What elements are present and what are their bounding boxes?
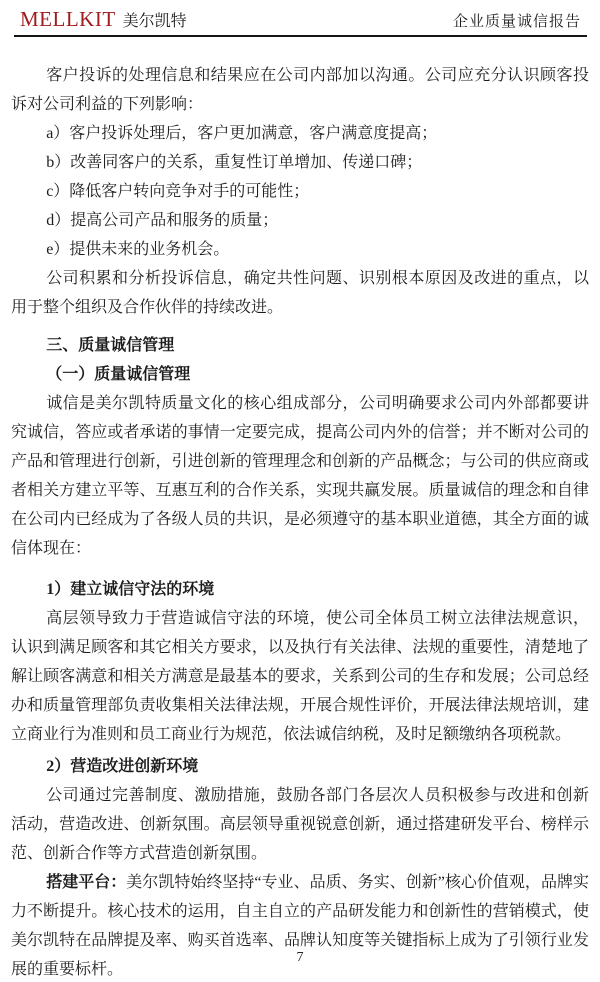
brand-name-cn: 美尔凯特 <box>122 13 187 30</box>
page-header <box>14 7 587 37</box>
subsection-heading: （一）质量诚信管理 <box>46 366 191 383</box>
page-number: 7 <box>296 950 304 965</box>
sub2-paragraph: 公司通过完善制度、激励措施，鼓励各部门各层次人员积极参与改进和创新活动，营造改进、创新氛围。高层领导重视锐意创新，通过搭建研发平台、榜样示范、创新合作等方式营造创新氛围。 <box>11 787 589 862</box>
section-heading: 三、质量诚信管理 <box>46 337 175 354</box>
summary-paragraph: 公司积累和分析投诉信息，确定共性问题、识别根本原因及改进的重点，以用于整个组织及合作伙伴的持续改进。 <box>11 270 589 316</box>
complaint-effect-item-c: c）降低客户转向竞争对手的可能性； <box>46 183 310 200</box>
integrity-paragraph: 诚信是美尔凯特质量文化的核心组成部分，公司明确要求公司内外部都要讲究诚信，答应或者承诺的事情一定要完成，提高公司内外的信誉；并不断对公司的产品和管理进行创新，引进创新的管理理念和创新的产品概念；与公司的供应商或者相关方建立平等、互惠互利的合作关系，实现共赢发展。质量诚信的理念和自律在公司内已经成为了各级人员的共识，是必须遵守的基本职业道德，其全方面的诚信体现在： <box>11 395 589 557</box>
sub1-paragraph: 高层领导致力于营造诚信守法的环境，使公司全体员工树立法律法规意识，认识到满足顾客和其它相关方要求，以及执行有关法律、法规的重要性，清楚地了解让顾客满意和相关方满意是最基本的要求，关系到公司的生存和发展；公司总经办和质量管理部负责收集相关法律法规，开展合规性评价，开展法律法规培训，建立商业行为准则和员工商业行为规范，依法诚信纳税，及时足额缴纳各项税款。 <box>11 610 589 743</box>
complaint-effect-item-e: e）提供未来的业务机会。 <box>46 241 230 258</box>
intro-paragraph: 客户投诉的处理信息和结果应在公司内部加以沟通。公司应充分认识顾客投诉对公司利益的下列影响： <box>11 67 589 113</box>
brand-logo-text: MELLKIT <box>20 7 116 31</box>
sub1-heading: 1）建立诚信守法的环境 <box>46 581 215 598</box>
platform-paragraph-text: 美尔凯特始终坚持“专业、品质、务实、创新”核心价值观，品牌实力不断提升。核心技术的运用，自主自立的产品研发能力和创新性的营销模式，使美尔凯特在品牌提及率、购买首选率、品牌认知度等关键指标上成为了引领行业发展的重要标杆。 <box>11 874 589 978</box>
complaint-effect-item-b: b）改善同客户的关系，重复性订单增加、传递口碑； <box>46 154 423 171</box>
platform-lead-label: 搭建平台： <box>46 874 127 891</box>
document-body <box>11 61 589 982</box>
sub2-heading: 2）营造改进创新环境 <box>46 758 199 775</box>
report-title: 企业质量诚信报告 <box>452 14 581 30</box>
complaint-effect-item-a: a）客户投诉处理后，客户更加满意，客户满意度提高； <box>46 125 438 142</box>
brand <box>20 7 187 32</box>
complaint-effect-item-d: d）提高公司产品和服务的质量； <box>46 212 279 229</box>
